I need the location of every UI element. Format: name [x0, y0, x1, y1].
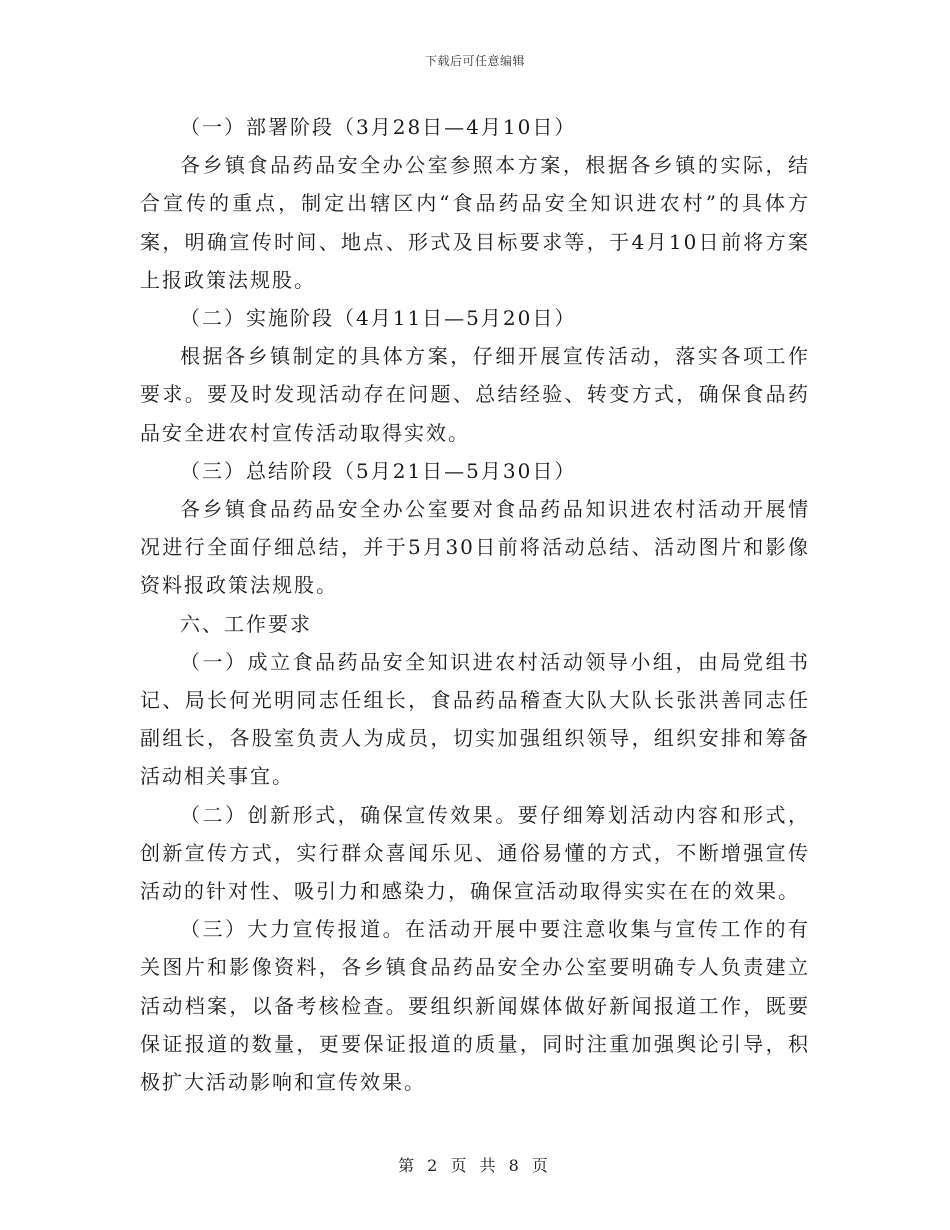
- document-body: [140, 108, 810, 1101]
- paragraph-implementation-stage-heading: （二）实施阶段（4月11日—5月20日）: [180, 306, 577, 331]
- paragraph-requirement-2: （二）创新形式，确保宣传效果。要仔细筹划活动内容和形式，创新宣传方式，实行群众喜闻乐见、通俗易懂的方式，不断增强宣传活动的针对性、吸引力和感染力，确保宣活动取得实实在在的效果。: [140, 802, 810, 904]
- paragraph-summary-stage-body: 各乡镇食品药品安全办公室要对食品药品知识进农村活动开展情况进行全面仔细总结，并于5月30日前将活动总结、活动图片和影像资料报政策法规股。: [140, 497, 810, 598]
- page-number-footer: 第 2 页 共 8 页: [398, 1156, 552, 1175]
- paragraph-implementation-stage-body: 根据各乡镇制定的具体方案，仔细开展宣传活动，落实各项工作要求。要及时发现活动存在问题、总结经验、转变方式，确保食品药品安全进农村宣传活动取得实效。: [140, 344, 810, 445]
- page-header: 下载后可任意编辑: [424, 54, 525, 68]
- paragraph-summary-stage-heading: （三）总结阶段（5月21日—5月30日）: [180, 458, 577, 483]
- section-heading-work-requirements: 六、工作要求: [180, 611, 312, 636]
- paragraph-requirement-3: （三）大力宣传报道。在活动开展中要注意收集与宣传工作的有关图片和影像资料，各乡镇食品药品安全办公室要明确专人负责建立活动档案，以备考核检查。要组织新闻媒体做好新闻报道工作，既要保证报道的数量，更要保证报道的质量，同时注重加强舆论引导，积极扩大活动影响和宣传效果。: [140, 917, 810, 1095]
- paragraph-requirement-1: （一）成立食品药品安全知识进农村活动领导小组，由局党组书记、局长何光明同志任组长，食品药品稽查大队大队长张洪善同志任副组长，各股室负责人为成员，切实加强组织领导，组织安排和筹备活动相关事宜。: [140, 649, 810, 789]
- paragraph-deployment-stage-heading: （一）部署阶段（3月28日—4月10日）: [180, 115, 577, 139]
- paragraph-deployment-stage-body: 各乡镇食品药品安全办公室参照本方案，根据各乡镇的实际，结合宣传的重点，制定出辖区内“食品药品安全知识进农村”的具体方案，明确宣传时间、地点、形式及目标要求等，于4月10日前将方案上报政策法规股。: [140, 153, 810, 292]
